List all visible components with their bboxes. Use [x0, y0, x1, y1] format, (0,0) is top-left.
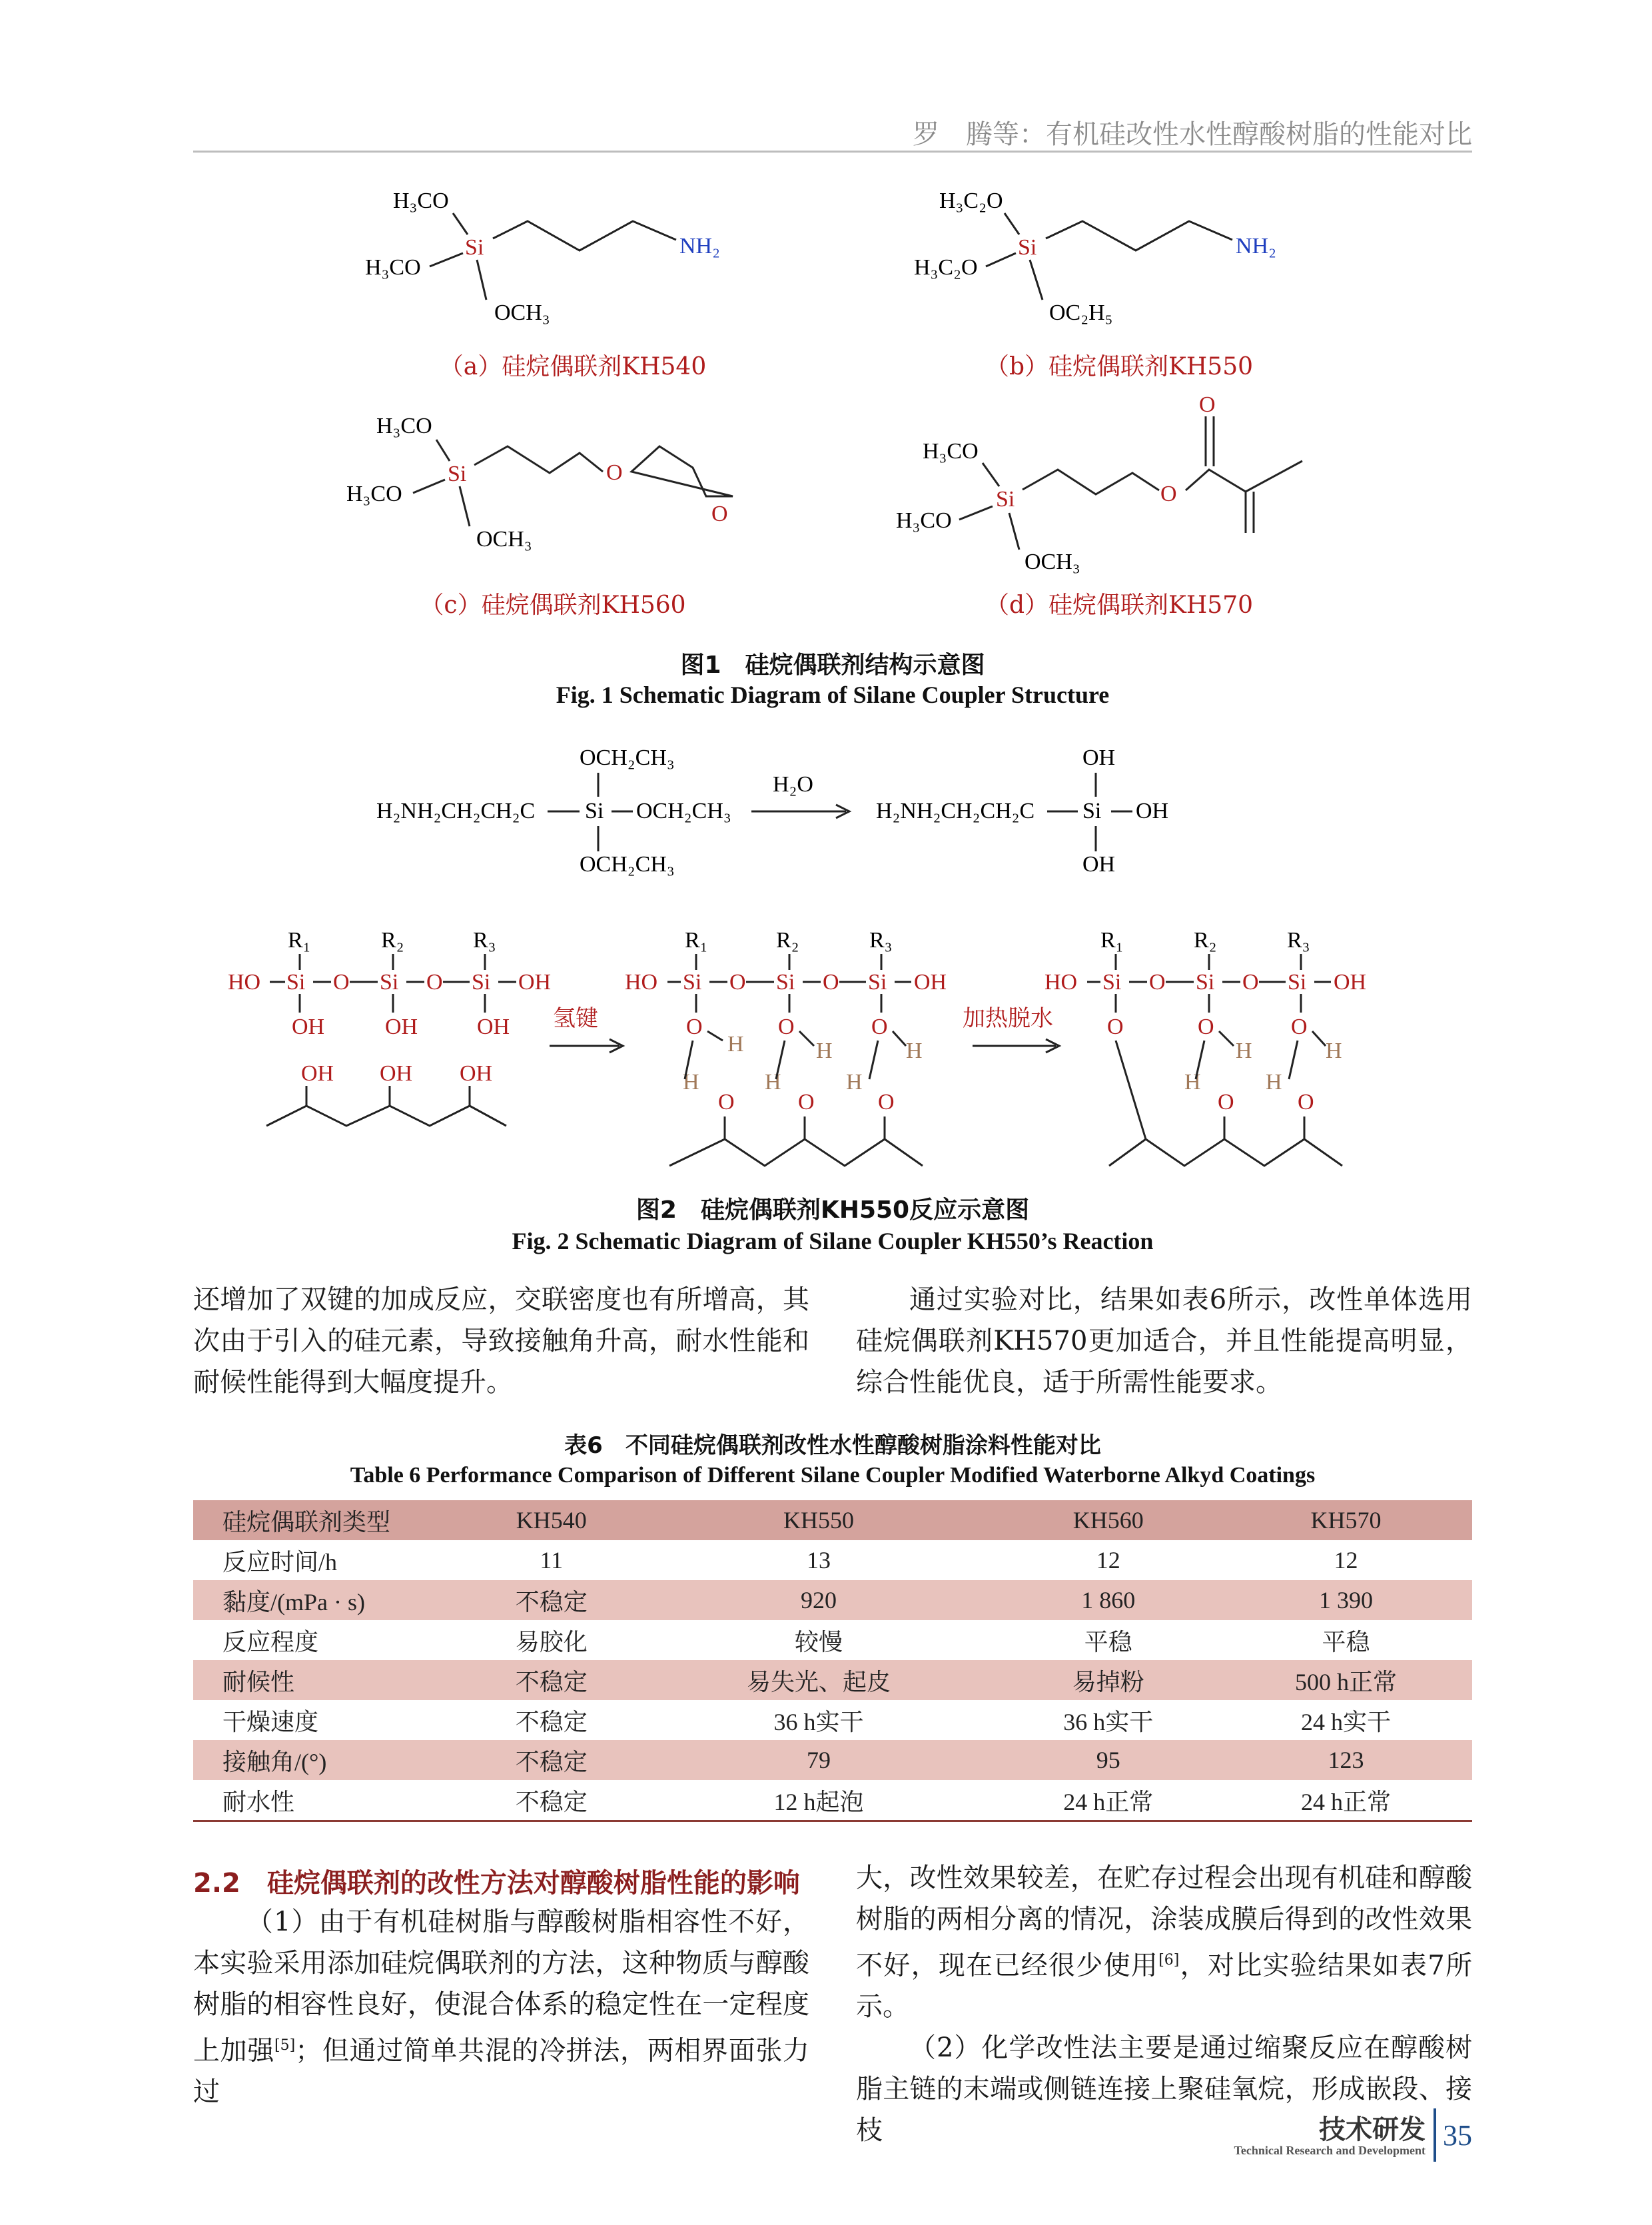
table-cell: 反应程度	[222, 1628, 319, 1655]
svg-text:O: O	[1242, 970, 1259, 995]
table-cell: 95	[1096, 1747, 1120, 1773]
product-si: Si	[1082, 799, 1102, 823]
table-cell: 12	[1096, 1547, 1120, 1573]
svg-text:OH: OH	[518, 970, 552, 995]
table-cell: 黏度/(mPa · s)	[222, 1588, 365, 1615]
table-cell: 79	[807, 1747, 831, 1773]
left-paragraph-2-text	[193, 1901, 809, 2112]
table-cell: 易胶化	[515, 1628, 588, 1655]
table-row	[193, 1740, 1472, 1780]
svg-text:O: O	[729, 970, 746, 995]
table-cell: 不稳定	[515, 1748, 588, 1775]
table-cell: 11	[540, 1547, 564, 1573]
svg-text:O: O	[1198, 1015, 1214, 1039]
table-cell: 不稳定	[515, 1588, 588, 1615]
hydrolysis-equation	[376, 745, 1168, 877]
svg-text:H: H	[1266, 1070, 1282, 1095]
table-cell: 不稳定	[515, 1668, 588, 1695]
kh560-sub-2: H₃CO	[346, 482, 402, 506]
kh540-nh2: NH₂	[679, 234, 720, 258]
kh540-si: Si	[465, 235, 484, 260]
footer-section-en: Technical Research and Development	[1234, 2144, 1426, 2157]
fig1-label-d: （d）硅烷偶联剂KH570	[985, 592, 1254, 619]
svg-text:H: H	[906, 1039, 923, 1063]
table-cell: 不稳定	[515, 1708, 588, 1735]
svg-text:O: O	[1149, 970, 1166, 995]
left-paragraph-2-part-a: （1）由于有机硅树脂与醇酸树脂相容性不好，本实验采用添加硅烷偶联剂的方法，这种物质与醇酸树脂的相容性良好，使混合体系的稳定性在一定程度上加强	[193, 1907, 809, 2066]
structure-kh570	[896, 392, 1302, 574]
table-cell: 24 h正常	[1063, 1788, 1154, 1815]
svg-text:H: H	[846, 1070, 863, 1095]
svg-text:O: O	[1291, 1015, 1308, 1039]
kh540-sub-3: OCH₃	[494, 300, 550, 325]
citation-6: [6]	[1158, 1952, 1180, 1969]
fig1-label-c: （c）硅烷偶联剂KH560	[420, 592, 686, 619]
table-cell: 12 h起泡	[773, 1788, 864, 1815]
svg-text:Si: Si	[1102, 970, 1122, 995]
svg-text:H: H	[683, 1070, 699, 1095]
svg-text:O: O	[718, 1090, 735, 1114]
footer-section-cn: 技术研发	[1319, 2114, 1426, 2145]
table-cell: 平稳	[1084, 1628, 1132, 1655]
svg-text:OH: OH	[477, 1015, 510, 1039]
table-row	[193, 1540, 1472, 1580]
table-cell: 24 h正常	[1300, 1788, 1391, 1815]
table-row	[193, 1780, 1472, 1820]
product-oh-right: OH	[1136, 799, 1169, 823]
svg-text:R₁: R₁	[685, 928, 708, 953]
svg-text:R₂: R₂	[776, 928, 799, 953]
left-paragraph-1-text: 还增加了双键的加成反应，交联密度也有所增高，其次由于引入的硅元素，导致接触角升高，耐水性能和耐候性能得到大幅度提升。	[193, 1284, 809, 1398]
table-row	[193, 1620, 1472, 1660]
svg-text:H: H	[1184, 1070, 1201, 1095]
svg-text:O: O	[1298, 1090, 1314, 1114]
reagent-water: H₂O	[773, 772, 813, 797]
svg-text:Si: Si	[472, 970, 491, 995]
svg-text:R₂: R₂	[381, 928, 404, 953]
left-column-paragraph-1	[193, 1279, 809, 1403]
fig1-caption-en: Fig. 1 Schematic Diagram of Silane Coupler Structure	[556, 681, 1110, 708]
right-paragraph-2-part-a: 大，改性效果较差，在贮存过程会出现有机硅和醇酸树脂的两相分离的情况，涂装成膜后得到的改性效果不好，现在已经很少使用	[856, 1863, 1472, 1981]
column-header: KH560	[1072, 1507, 1144, 1534]
svg-text:H: H	[765, 1070, 781, 1095]
kh560-si: Si	[448, 462, 467, 486]
column-header: KH570	[1310, 1507, 1382, 1534]
fig1-caption-cn: 图1 硅烷偶联剂结构示意图	[680, 652, 985, 679]
kh550-sub-3: OC₂H₅	[1049, 300, 1113, 325]
table-cell: 1 390	[1318, 1587, 1373, 1613]
right-paragraph-2-part-b: ，对比实验结果如表7所示。	[856, 1950, 1472, 2022]
right-column-paragraph-1	[856, 1279, 1472, 1403]
svg-text:H: H	[1236, 1039, 1252, 1063]
svg-text:Si: Si	[1196, 970, 1215, 995]
table-row	[193, 1580, 1472, 1620]
kh570-sub-3: OCH₃	[1025, 550, 1080, 574]
kh560-sub-3: OCH₃	[476, 527, 532, 552]
svg-text:O: O	[871, 1015, 888, 1039]
table6-title-cn: 表6 不同硅烷偶联剂改性水性醇酸树脂涂料性能对比	[564, 1432, 1101, 1459]
svg-text:Si: Si	[683, 970, 702, 995]
stage-3	[1044, 928, 1366, 1166]
svg-text:Si: Si	[776, 970, 795, 995]
reactant-sub-right: OCH₂CH₃	[636, 799, 731, 823]
table6-grid	[193, 1500, 1472, 1820]
table6-title-en: Table 6 Performance Comparison of Different Silane Coupler Modified Waterborne Alkyd Coatings	[350, 1463, 1316, 1488]
reactant-sub-bottom: OCH₂CH₃	[580, 852, 675, 877]
table-cell: 耐候性	[222, 1668, 295, 1695]
kh570-sub-2: H₃CO	[896, 508, 952, 533]
reactant-si: Si	[585, 799, 604, 823]
column-header: KH540	[516, 1507, 587, 1534]
table-cell: 平稳	[1322, 1628, 1370, 1655]
svg-text:R₁: R₁	[288, 928, 311, 953]
right-paragraph-3-text: （2）化学改性法主要是通过缩聚反应在醇酸树脂主链的末端或侧链连接上聚硅氧烷，形成嵌段、接枝	[856, 2032, 1472, 2146]
table-cell: 耐水性	[222, 1788, 295, 1815]
kh540-sub-1: H₃CO	[393, 189, 449, 213]
kh560-sub-1: H₃CO	[376, 414, 432, 438]
fig1-label-a: （a）硅烷偶联剂KH540	[439, 353, 707, 380]
table-cell: 500 h正常	[1294, 1668, 1397, 1695]
svg-text:H: H	[816, 1039, 833, 1063]
product-oh-top: OH	[1082, 745, 1116, 770]
reactant-sub-top: OCH₂CH₃	[580, 745, 675, 770]
svg-text:OH: OH	[292, 1015, 325, 1039]
stage-1	[228, 928, 551, 1126]
svg-text:O: O	[1107, 1015, 1124, 1039]
svg-text:OH: OH	[460, 1061, 493, 1086]
svg-text:R₂: R₂	[1194, 928, 1217, 953]
svg-text:O: O	[878, 1090, 895, 1114]
figure-2-reaction	[0, 733, 1652, 1199]
kh540-sub-2: H₃CO	[365, 255, 421, 280]
fig1-label-b: （b）硅烷偶联剂KH550	[985, 353, 1254, 380]
section-2-2-title: 2.2 硅烷偶联剂的改性方法对醇酸树脂性能的影响	[193, 1868, 800, 1899]
svg-text:OH: OH	[380, 1061, 413, 1086]
svg-text:Si: Si	[380, 970, 399, 995]
table-row	[193, 1700, 1472, 1740]
svg-text:R₁: R₁	[1100, 928, 1124, 953]
figure-1-structures	[0, 160, 1652, 719]
svg-text:O: O	[1218, 1090, 1234, 1114]
table-cell: 36 h实干	[773, 1708, 864, 1735]
table-cell: 较慢	[795, 1628, 843, 1655]
right-column-paragraph-2	[856, 1857, 1472, 2151]
table6	[193, 1500, 1472, 1822]
kh570-ester-o: O	[1160, 482, 1177, 506]
kh550-sub-1: H₃C₂O	[939, 189, 1003, 213]
left-column-paragraph-2	[193, 1901, 809, 2112]
kh570-sub-1: H₃CO	[923, 439, 979, 464]
kh570-carbonyl-o: O	[1199, 392, 1216, 417]
stage-2	[625, 928, 947, 1166]
product-chain: H₂NH₂CH₂CH₂C	[876, 799, 1035, 823]
page-number: 35	[1443, 2119, 1472, 2152]
table-header-row	[193, 1500, 1472, 1540]
step-2-label: 加热脱水	[963, 1005, 1053, 1032]
table-cell: 123	[1328, 1747, 1364, 1773]
table-cell: 1 860	[1081, 1587, 1136, 1613]
table-cell: 不稳定	[515, 1788, 588, 1815]
svg-text:O: O	[823, 970, 839, 995]
table-cell: 36 h实干	[1063, 1708, 1154, 1735]
svg-text:HO: HO	[1044, 970, 1078, 995]
right-paragraph-2-text	[856, 1857, 1472, 2027]
svg-text:Si: Si	[286, 970, 306, 995]
svg-text:R₃: R₃	[869, 928, 893, 953]
table-cell: 易失光、起皮	[747, 1668, 891, 1695]
svg-text:OH: OH	[1334, 970, 1367, 995]
table-cell: 12	[1334, 1547, 1358, 1573]
fig2-caption-en: Fig. 2 Schematic Diagram of Silane Coupler KH550’s Reaction	[512, 1228, 1154, 1254]
table-cell: 反应时间/h	[222, 1548, 338, 1575]
kh550-sub-2: H₃C₂O	[914, 255, 978, 280]
svg-text:OH: OH	[301, 1061, 334, 1086]
left-paragraph-2-part-b: ；但通过简单共混的冷拼法，两相界面张力过	[193, 2035, 810, 2108]
table-bottom-rule	[193, 1820, 1472, 1822]
structure-kh550	[914, 189, 1276, 325]
svg-text:O: O	[686, 1015, 703, 1039]
product-oh-bottom: OH	[1082, 852, 1116, 877]
kh550-si: Si	[1018, 235, 1037, 260]
kh560-epoxide-o: O	[711, 502, 728, 526]
svg-text:O: O	[778, 1015, 795, 1039]
table-cell: 接触角/(°)	[222, 1748, 327, 1775]
svg-text:HO: HO	[625, 970, 658, 995]
table-cell: 13	[807, 1547, 831, 1573]
fig2-caption-cn: 图2 硅烷偶联剂KH550反应示意图	[635, 1196, 1030, 1224]
svg-text:HO: HO	[228, 970, 261, 995]
column-header: 硅烷偶联剂类型	[222, 1508, 391, 1536]
structure-kh540	[365, 189, 720, 325]
svg-text:OH: OH	[385, 1015, 418, 1039]
footer-divider	[1434, 2108, 1436, 2162]
svg-text:H: H	[727, 1032, 744, 1057]
table-cell: 易掉粉	[1072, 1668, 1144, 1695]
table-cell: 24 h实干	[1300, 1708, 1391, 1735]
svg-text:R₃: R₃	[473, 928, 496, 953]
svg-text:H: H	[1326, 1039, 1342, 1063]
kh560-ether-o: O	[606, 460, 623, 485]
column-header: KH550	[783, 1507, 855, 1534]
kh550-nh2: NH₂	[1236, 234, 1276, 258]
table-row	[193, 1660, 1472, 1700]
svg-text:O: O	[798, 1090, 815, 1114]
svg-text:OH: OH	[914, 970, 947, 995]
reactant-chain: H₂NH₂CH₂CH₂C	[376, 799, 536, 823]
right-paragraph-1-text: 通过实验对比，结果如表6所示，改性单体选用硅烷偶联剂KH570更加适合，并且性能提高明显，综合性能优良，适于所需性能要求。	[856, 1284, 1472, 1398]
structure-kh560	[346, 414, 733, 552]
svg-text:O: O	[333, 970, 350, 995]
step-1-label: 氢键	[553, 1005, 598, 1032]
header-rule	[193, 151, 1472, 153]
running-header: 罗 腾等：有机硅改性水性醇酸树脂的性能对比	[913, 119, 1472, 150]
table-cell: 920	[801, 1587, 837, 1613]
svg-text:Si: Si	[1288, 970, 1307, 995]
table-cell: 干燥速度	[222, 1708, 319, 1735]
svg-text:R₃: R₃	[1287, 928, 1310, 953]
svg-text:Si: Si	[868, 970, 887, 995]
svg-text:O: O	[426, 970, 443, 995]
kh570-si: Si	[996, 487, 1015, 512]
citation-5: [5]	[274, 2037, 296, 2054]
